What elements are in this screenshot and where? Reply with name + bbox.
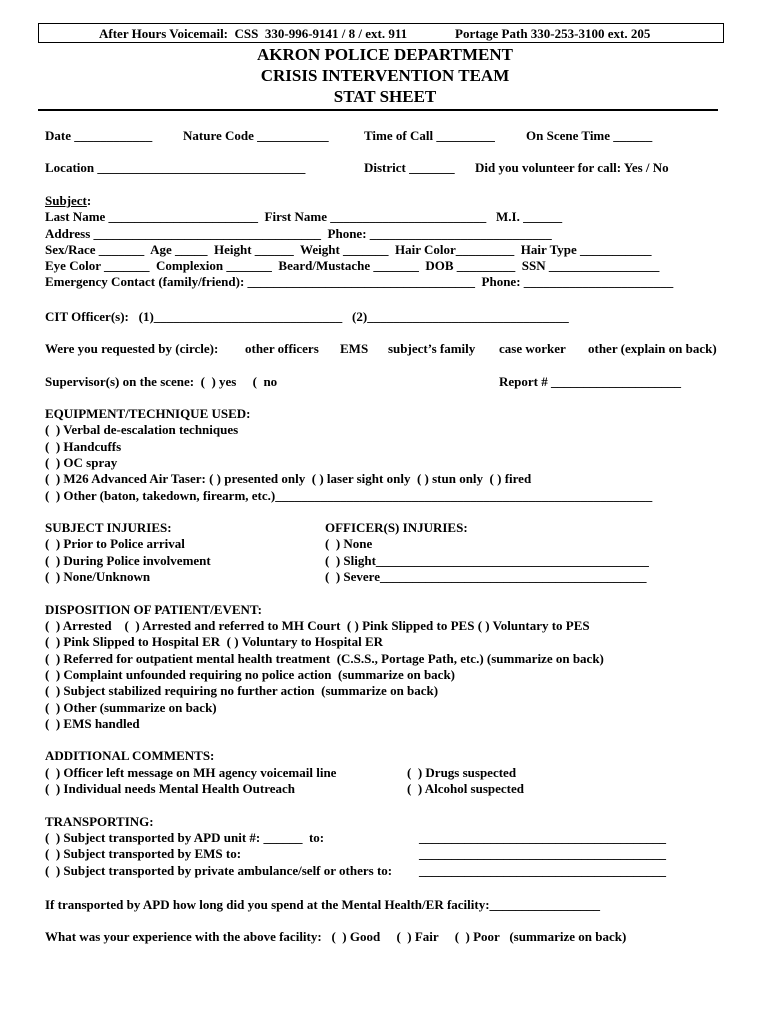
disposition-item[interactable]: ( ) Pink Slipped to Hospital ER ( ) Voluntary to Hospital ER xyxy=(45,634,384,649)
alcohol-suspected-item[interactable]: ( ) Alcohol suspected xyxy=(407,781,524,796)
transport-destination-field[interactable]: ______________________________________ xyxy=(419,863,666,878)
subject-injury-item[interactable]: ( ) During Police involvement xyxy=(45,553,211,568)
additional-item[interactable]: ( ) Officer left message on MH agency voicemail line xyxy=(45,765,337,780)
disposition-item[interactable]: ( ) Complaint unfounded requiring no police action (summarize on back) xyxy=(45,667,456,682)
officer-injury-item[interactable]: ( ) None xyxy=(325,536,373,551)
requested-ems[interactable]: EMS xyxy=(340,341,369,356)
requested-other[interactable]: other (explain on back) xyxy=(588,341,717,356)
transport-destination-field[interactable]: ______________________________________ xyxy=(419,846,666,861)
equipment-item[interactable]: ( ) Handcuffs xyxy=(45,439,122,454)
equipment-item[interactable]: ( ) Verbal de-escalation techniques xyxy=(45,422,239,437)
subject-injuries-heading: SUBJECT INJURIES: xyxy=(45,520,172,535)
time-spent-field[interactable]: If transported by APD how long did you spend at the Mental Health/ER facility:_________________ xyxy=(45,897,601,912)
volunteer-field[interactable]: Did you volunteer for call: Yes / No xyxy=(475,160,669,175)
disposition-item[interactable]: ( ) Referred for outpatient mental health treatment (C.S.S., Portage Path, etc.) (summarize on back) xyxy=(45,651,604,666)
subject-name-line[interactable]: Last Name _______________________ First Name ________________________ M.I. ______ xyxy=(45,209,563,224)
voicemail-text: After Hours Voicemail: CSS 330-996-9141 / 8 / ext. 911 xyxy=(99,26,408,41)
officer-injury-item[interactable]: ( ) Slight__________________________________________ xyxy=(325,553,649,568)
subject-heading xyxy=(45,193,91,209)
subject-address-line[interactable]: Address ___________________________________ Phone: ____________________________ xyxy=(45,226,552,241)
on-scene-time-field[interactable]: On Scene Time ______ xyxy=(526,128,653,143)
subject-heading-colon: : xyxy=(86,193,92,208)
requested-other-officers[interactable]: other officers xyxy=(245,341,319,356)
report-number-field[interactable]: Report # ____________________ xyxy=(499,374,681,389)
supervisor-on-scene-field[interactable]: Supervisor(s) on the scene: ( ) yes ( no xyxy=(45,374,278,389)
subject-injury-item[interactable]: ( ) Prior to Police arrival xyxy=(45,536,185,551)
disposition-item[interactable]: ( ) Arrested ( ) Arrested and referred to MH Court ( ) Pink Slipped to PES ( ) Voluntary to PES xyxy=(45,618,590,633)
district-field[interactable]: District _______ xyxy=(364,160,455,175)
subject-features-line[interactable]: Eye Color _______ Complexion _______ Beard/Mustache _______ DOB _________ SSN _________________ xyxy=(45,258,660,273)
requested-subject-family[interactable]: subject’s family xyxy=(388,341,476,356)
time-of-call-field[interactable]: Time of Call _________ xyxy=(364,128,495,143)
transport-item[interactable]: ( ) Subject transported by private ambulance/self or others to: xyxy=(45,863,393,878)
location-field[interactable]: Location ________________________________ xyxy=(45,160,306,175)
officer-injury-item[interactable]: ( ) Severe_________________________________________ xyxy=(325,569,647,584)
subject-description-line[interactable]: Sex/Race _______ Age _____ Height ______ Weight _______ Hair Color_________ Hair Type ___________ xyxy=(45,242,652,257)
subject-injury-item[interactable]: ( ) None/Unknown xyxy=(45,569,151,584)
disposition-heading: DISPOSITION OF PATIENT/EVENT: xyxy=(45,602,262,617)
drugs-suspected-item[interactable]: ( ) Drugs suspected xyxy=(407,765,517,780)
equipment-item[interactable]: ( ) Other (baton, takedown, firearm, etc.)__________________________________________________________ xyxy=(45,488,653,503)
disposition-item[interactable]: ( ) EMS handled xyxy=(45,716,140,731)
transport-destination-field[interactable]: ______________________________________ xyxy=(419,830,666,845)
equipment-item[interactable]: ( ) OC spray xyxy=(45,455,118,470)
facility-experience-field[interactable]: What was your experience with the above facility: ( ) Good ( ) Fair ( ) Poor (summarize on back) xyxy=(45,929,627,944)
transport-item[interactable]: ( ) Subject transported by EMS to: xyxy=(45,846,242,861)
after-hours-box xyxy=(38,23,724,43)
disposition-item[interactable]: ( ) Other (summarize on back) xyxy=(45,700,217,715)
department-title: AKRON POLICE DEPARTMENT xyxy=(257,45,513,64)
nature-code-field[interactable]: Nature Code ___________ xyxy=(183,128,329,143)
subject-heading-text: Subject xyxy=(45,193,87,208)
additional-item[interactable]: ( ) Individual needs Mental Health Outreach xyxy=(45,781,296,796)
sheet-title: STAT SHEET xyxy=(333,87,437,106)
portage-path-text: Portage Path 330-253-3100 ext. 205 xyxy=(455,26,651,41)
team-title: CRISIS INTERVENTION TEAM xyxy=(260,66,510,85)
disposition-item[interactable]: ( ) Subject stabilized requiring no further action (summarize on back) xyxy=(45,683,439,698)
date-field[interactable]: Date ____________ xyxy=(45,128,153,143)
officer-injuries-heading: OFFICER(S) INJURIES: xyxy=(325,520,468,535)
transport-item[interactable]: ( ) Subject transported by APD unit #: ______ to: xyxy=(45,830,325,845)
transporting-heading: TRANSPORTING: xyxy=(45,814,154,829)
requested-case-worker[interactable]: case worker xyxy=(499,341,566,356)
header-divider xyxy=(38,109,718,111)
equipment-heading: EQUIPMENT/TECHNIQUE USED: xyxy=(45,406,251,421)
additional-comments-heading: ADDITIONAL COMMENTS: xyxy=(45,748,215,763)
equipment-item[interactable]: ( ) M26 Advanced Air Taser: ( ) presented only ( ) laser sight only ( ) stun only ( ) fired xyxy=(45,471,532,486)
emergency-contact-line[interactable]: Emergency Contact (family/friend): ___________________________________ Phone: _______________________ xyxy=(45,274,674,289)
requested-by-label: Were you requested by (circle): xyxy=(45,341,219,356)
cit-officers-field[interactable]: CIT Officer(s): (1)_____________________________ (2)_______________________________ xyxy=(45,309,569,324)
